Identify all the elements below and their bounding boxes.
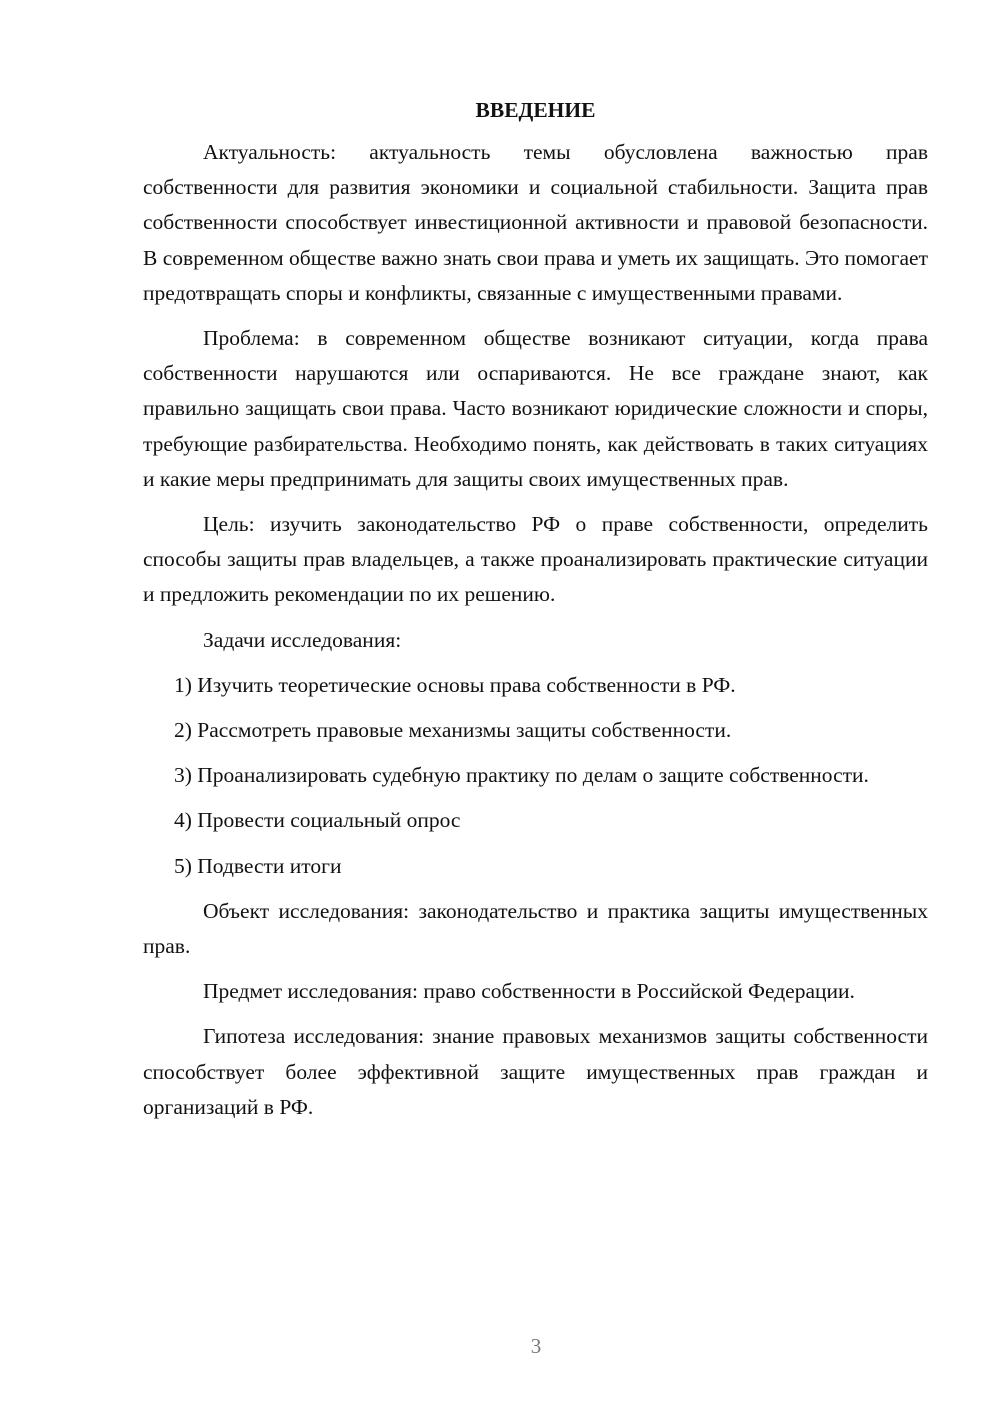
tasks-heading: Задачи исследования: — [203, 627, 402, 652]
object-paragraph: Объект исследования: законодательство и практика защиты имущественных прав. — [143, 898, 928, 959]
subject-paragraph: Предмет исследования: право собственности в Российской Федерации. — [203, 979, 855, 1004]
task-item: 4) Провести социальный опрос — [174, 808, 461, 833]
problem-paragraph: Проблема: в современном обществе возникают ситуации, когда права собственности нарушаются или оспариваются. Не все граждане знают, как правильно защищать свои права. Часто возникают юридические сложности и споры, требующие разбирательства. Необходимо понять, как действовать в таких ситуациях и какие меры предпринимать для защиты своих имущественных прав. — [143, 326, 928, 491]
task-item: 1) Изучить теоретические основы права собственности в РФ. — [174, 672, 736, 697]
task-item: 5) Подвести итоги — [174, 853, 342, 878]
goal-paragraph: Цель: изучить законодательство РФ о праве собственности, определить способы защиты прав владельцев, а также проанализировать практические ситуации и предложить рекомендации по их решению. — [143, 512, 928, 607]
page-number: 3 — [530, 1334, 542, 1358]
page-content — [143, 95, 928, 1125]
task-item: 3) Проанализировать судебную практику по делам о защите собственности. — [174, 763, 869, 788]
relevance-paragraph: Актуальность: актуальность темы обусловлена важностью прав собственности для развития экономики и социальной стабильности. Защита прав собственности способствует инвестиционной активности и правовой безопасности. В современном обществе важно знать свои права и уметь их защищать. Это помогает предотвращать споры и конфликты, связанные с имущественными правами. — [143, 140, 928, 305]
section-title: ВВЕДЕНИЕ — [475, 98, 596, 122]
hypothesis-paragraph: Гипотеза исследования: знание правовых механизмов защиты собственности способствует более эффективной защите имущественных прав граждан и организаций в РФ. — [143, 1024, 928, 1119]
task-item: 2) Рассмотреть правовые механизмы защиты собственности. — [174, 718, 732, 743]
